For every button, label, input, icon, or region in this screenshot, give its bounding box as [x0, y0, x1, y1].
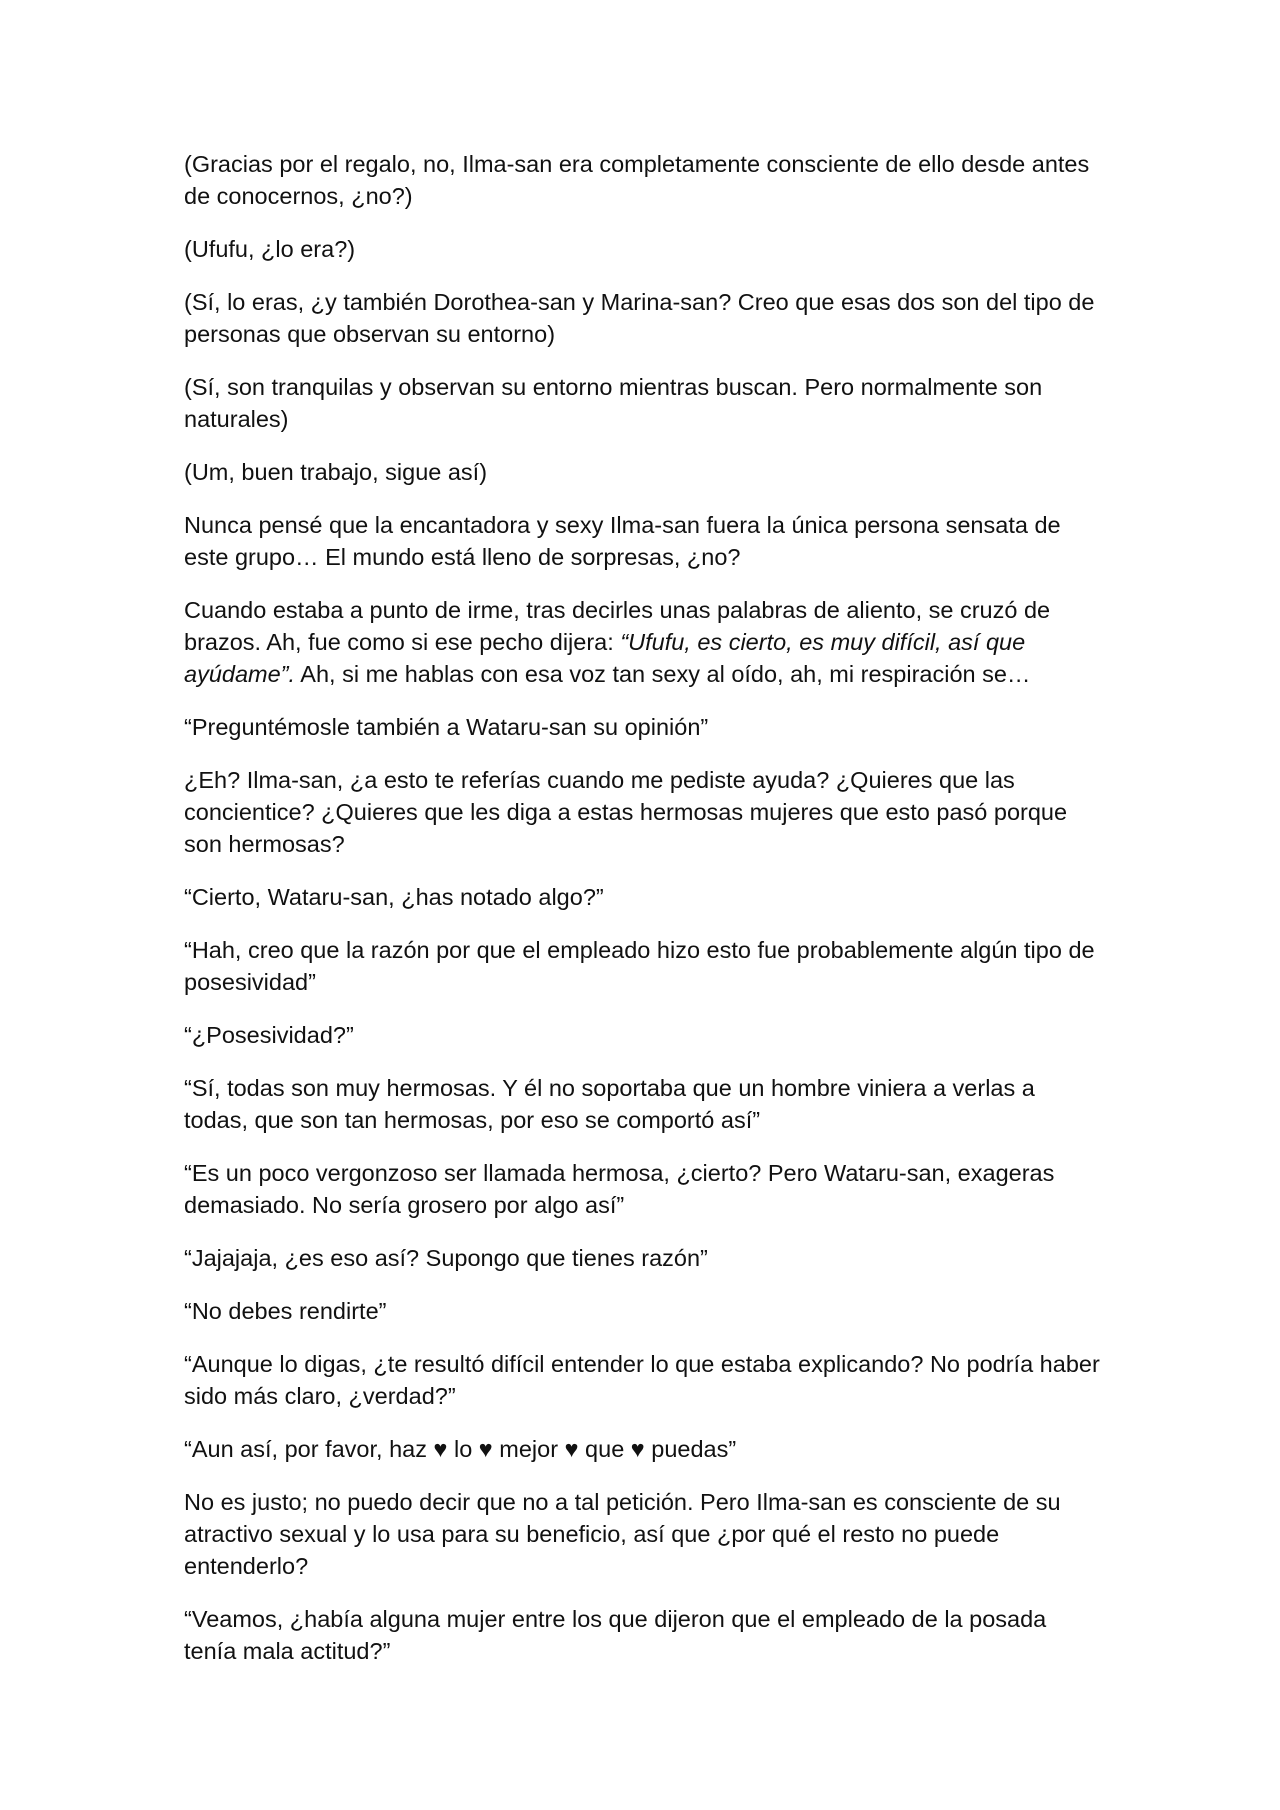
paragraph-with-italic-quote: [184, 594, 1104, 690]
paragraph: “Es un poco vergonzoso ser llamada hermosa, ¿cierto? Pero Wataru-san, exageras demasiado. No sería grosero por algo así”: [184, 1160, 1055, 1218]
paragraph: “Hah, creo que la razón por que el empleado hizo esto fue probablemente algún tipo de posesividad”: [184, 937, 1095, 995]
paragraph: (Ufufu, ¿lo era?): [184, 236, 356, 262]
paragraph-text-before: Cuando estaba a punto de irme, tras decirles unas palabras de aliento, se cruzó de brazos. Ah, fue como si ese pecho dijera:: [184, 597, 1051, 655]
paragraph: No es justo; no puedo decir que no a tal petición. Pero Ilma-san es consciente de su atractivo sexual y lo usa para su beneficio, así que ¿por qué el resto no puede entenderlo?: [184, 1489, 1061, 1579]
paragraph: (Sí, lo eras, ¿y también Dorothea-san y Marina-san? Creo que esas dos son del tipo de personas que observan su entorno): [184, 289, 1095, 347]
paragraph: “¿Posesividad?”: [184, 1022, 354, 1048]
paragraph: “Sí, todas son muy hermosas. Y él no soportaba que un hombre viniera a verlas a todas, que son tan hermosas, por eso se comportó así”: [184, 1075, 1035, 1133]
paragraph: “Preguntémosle también a Wataru-san su opinión”: [184, 714, 709, 740]
paragraph-text-after: Ah, si me hablas con esa voz tan sexy al oído, ah, mi respiración se…: [295, 661, 1031, 687]
paragraph: (Sí, son tranquilas y observan su entorno mientras buscan. Pero normalmente son naturales): [184, 374, 1043, 432]
paragraph: “Cierto, Wataru-san, ¿has notado algo?”: [184, 884, 604, 910]
paragraph: “Aun así, por favor, haz ♥ lo ♥ mejor ♥ que ♥ puedas”: [184, 1436, 737, 1462]
paragraph: “Jajajaja, ¿es eso así? Supongo que tienes razón”: [184, 1245, 708, 1271]
paragraph: (Gracias por el regalo, no, Ilma-san era completamente consciente de ello desde antes de conocernos, ¿no?): [184, 151, 1090, 209]
paragraph: ¿Eh? Ilma-san, ¿a esto te referías cuando me pediste ayuda? ¿Quieres que las concientice? ¿Quieres que les diga a estas hermosas mujeres que esto pasó porque son hermosas?: [184, 767, 1068, 857]
paragraph: (Um, buen trabajo, sigue así): [184, 459, 488, 485]
paragraph: Nunca pensé que la encantadora y sexy Ilma-san fuera la única persona sensata de este grupo… El mundo está lleno de sorpresas, ¿no?: [184, 512, 1061, 570]
document-page: [184, 148, 1104, 1688]
paragraph: “No debes rendirte”: [184, 1298, 387, 1324]
paragraph: “Veamos, ¿había alguna mujer entre los que dijeron que el empleado de la posada tenía mala actitud?”: [184, 1606, 1047, 1664]
italic-quote: “Ufufu, es cierto, es muy difícil, así que ayúdame”.: [184, 629, 1026, 687]
paragraph: “Aunque lo digas, ¿te resultó difícil entender lo que estaba explicando? No podría haber sido más claro, ¿verdad?”: [184, 1351, 1100, 1409]
